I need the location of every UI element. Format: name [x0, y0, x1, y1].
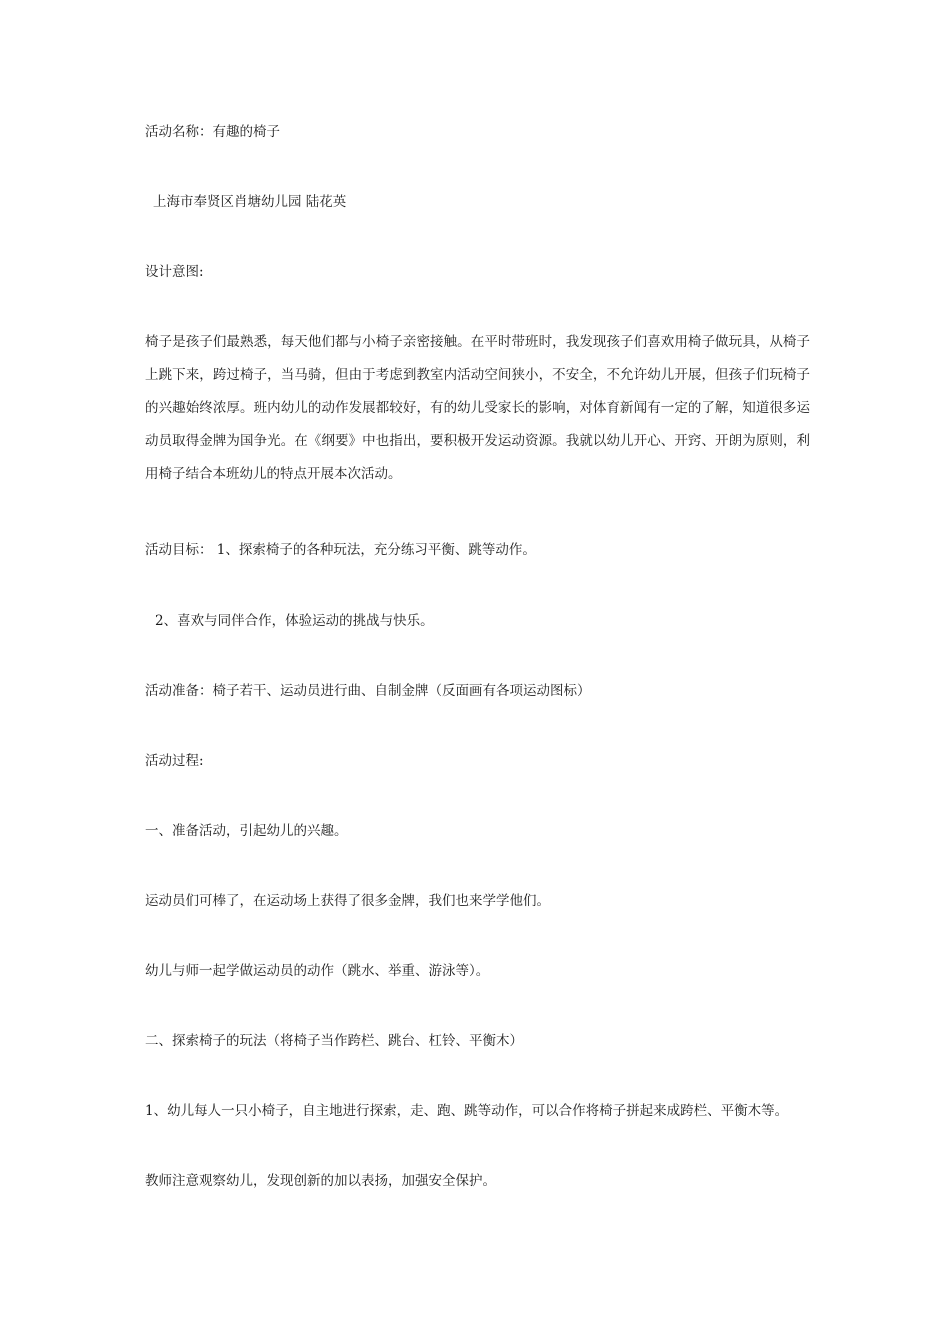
step-1-text-b: 幼儿与师一起学做运动员的动作（跳水、举重、游泳等）。 [145, 963, 490, 979]
activity-goal-2: 2、喜欢与同伴合作，体验运动的挑战与快乐。 [155, 613, 434, 629]
step-2-item-1: 1、幼儿每人一只小椅子，自主地进行探索，走、跑、跳等动作，可以合作将椅子拼起来成跨栏、平衡木等。 [145, 1103, 789, 1119]
process-heading: 活动过程: [145, 753, 204, 769]
step-2-heading: 二、探索椅子的玩法（将椅子当作跨栏、跳台、杠铃、平衡木） [145, 1033, 523, 1049]
step-2-item-2: 教师注意观察幼儿，发现创新的加以表扬，加强安全保护。 [145, 1173, 496, 1189]
design-intent-paragraph: 椅子是孩子们最熟悉，每天他们都与小椅子亲密接触。在平时带班时，我发现孩子们喜欢用椅子做玩具，从椅子上跳下来，跨过椅子，当马骑，但由于考虑到教室内活动空间狭小，不安全，不允许幼儿开展，但孩子们玩椅子的兴趣始终浓厚。班内幼儿的动作发展都较好，有的幼儿受家长的影响，对体育新闻有一定的了解，知道很多运动员取得金牌为国争光。在《纲要》中也指出，要积极开发运动资源。我就以幼儿开心、开窍、开朗为原则，利用椅子结合本班幼儿的特点开展本次活动。 [145, 334, 810, 482]
design-intent-heading: 设计意图: [145, 264, 204, 280]
activity-name: 活动名称：有趣的椅子 [145, 124, 280, 140]
step-1-heading: 一、准备活动，引起幼儿的兴趣。 [145, 823, 348, 839]
step-1-text-a: 运动员们可棒了，在运动场上获得了很多金牌，我们也来学学他们。 [145, 893, 550, 909]
activity-preparation: 活动准备：椅子若干、运动员进行曲、自制金牌（反面画有各项运动图标） [145, 683, 591, 699]
author-line: 上海市奉贤区肖塘幼儿园 陆花英 [153, 194, 347, 210]
activity-goal-1: 活动目标： 1、探索椅子的各种玩法，充分练习平衡、跳等动作。 [145, 542, 536, 558]
